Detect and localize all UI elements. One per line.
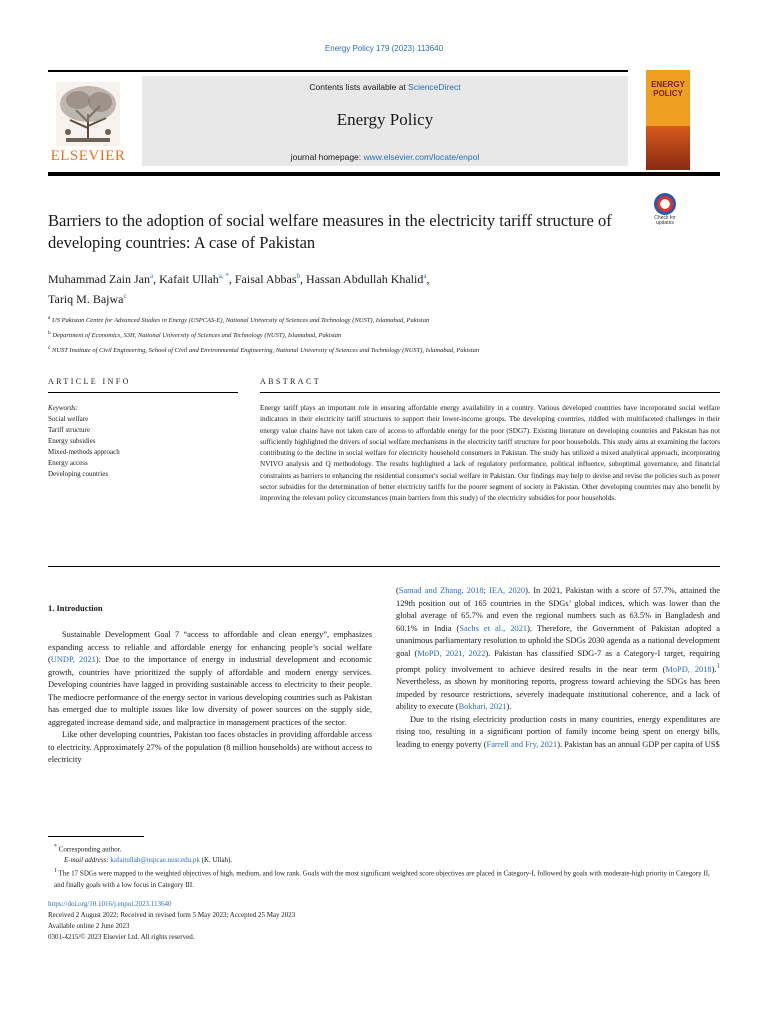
copyright: 0301-4215/© 2023 Elsevier Ltd. All rights reserved.	[48, 933, 195, 941]
abstract-heading: ABSTRACT	[260, 377, 321, 386]
keyword-item: Social welfare	[48, 415, 89, 423]
received-dates: Received 2 August 2022; Received in revised form 5 May 2023; Accepted 25 May 2023	[48, 911, 296, 919]
article-info-rule	[48, 392, 238, 393]
article-title: Barriers to the adoption of social welfare measures in the electricity tariff structure of developing countries: A case of Pakistan	[48, 211, 612, 252]
text-run: ).	[506, 702, 512, 712]
journal-info-box	[142, 76, 628, 166]
keyword-item: Tariff structure	[48, 426, 90, 434]
author-separator: ,	[228, 272, 235, 286]
text-run: Due to the rising electricity production costs in many countries, energy expenditures are rising too, resulting in a significant portion of family income being spent on energy bills, leading to energy poverty (	[396, 714, 720, 749]
paragraph	[48, 629, 372, 729]
affiliation-text: NUST Institute of Civil Engineering, School of Civil and Environmental Engineering, National University of Sciences and Technology (NUST), Islamabad, Pakistan	[52, 347, 480, 355]
footnote-text: The 17 SDGs were mapped to the weighted objectives of high, medium, and low rank. Goals with the most significant weighted score objectives are placed in Category-I, followed by goals with moderate-high priority in Category II, and finally goals with a low focus in Category III.	[54, 869, 710, 889]
check-for-updates-badge[interactable]	[650, 193, 680, 229]
text-run: ;	[483, 586, 490, 595]
keyword-item: Mixed-methods approach	[48, 448, 120, 456]
citation-link[interactable]: MoPD, 2021, 2022	[417, 648, 486, 658]
journal-cover-thumbnail[interactable]	[646, 70, 690, 170]
citation-link[interactable]: Bokhari, 2021	[458, 702, 507, 712]
citation-link[interactable]: UNDP, 2021	[50, 655, 96, 664]
email-label: E-mail address:	[64, 856, 111, 865]
author-separator: ,	[300, 272, 307, 286]
affiliation-item	[48, 327, 668, 342]
citation-link[interactable]: Farrell and Fry, 2021	[486, 739, 558, 749]
affiliation-item	[48, 312, 668, 327]
homepage-prefix: journal homepage:	[290, 152, 364, 162]
text-run: Nevertheless, as shown by monitoring reports, progress toward achieving the SDGs has been impeded by resource restrictions, severely inadequate institutional coherence, and a lack of ability to execute (	[396, 677, 720, 712]
article-info-heading: ARTICLE INFO	[48, 377, 131, 386]
cover-title: ENERGY POLICY	[651, 80, 685, 98]
text-run: Sustainable Development Goal 7 “access to affordable and clean energy”, emphasizes expanding access to reliable and affordable energy for enhancing people’s social welfare (	[48, 630, 372, 664]
author-affil-marker[interactable]: b	[296, 272, 301, 280]
section-title-introduction: 1. Introduction	[48, 603, 103, 613]
cover-graphic	[646, 126, 690, 170]
doi-link[interactable]: https://doi.org/10.1016/j.enpol.2023.113640	[48, 900, 172, 908]
citation-link[interactable]: Samad and Zhang, 2018	[398, 586, 484, 595]
affiliation-text: Department of Economics, S3H, National University of Sciences and Technology (NUST), Islamabad, Pakistan	[52, 332, 342, 340]
header-bottom-rule	[48, 172, 720, 176]
author-affil-marker[interactable]: c	[123, 292, 127, 300]
available-online: Available online 2 June 2023	[48, 922, 130, 930]
text-run: ).	[711, 664, 717, 674]
author-list	[48, 268, 648, 308]
text-run: ). Due to the importance of energy in industrial development and economic growth, countries have prioritized the supply of affordable and modern energy services. Developing countries have lagged in providing sustainable access to electricity to their people. The mediocre performance of the energy sector in various developing countries such as Pakistan has emerged due to multiple issues like low diversity of power sources on the supply side, aggregated increase demand side, and malpractice in management practices of the sector.	[48, 655, 372, 727]
author-affil-marker[interactable]: a, *	[218, 272, 229, 280]
keyword-item: Developing countries	[48, 470, 109, 478]
check-updates-label: Check for updates	[654, 215, 676, 226]
affiliation-marker: c	[48, 345, 51, 352]
keyword-item: Energy access	[48, 459, 88, 467]
author-name[interactable]: Faisal Abbas	[234, 272, 297, 286]
text-run: ). Pakistan has an annual GDP per capita of US$	[557, 739, 720, 749]
paragraph: (Samad and Zhang, 2018; IEA, 2020). In 2021, Pakistan with a score of 57.7%, attained the 129th position out of 165 countries in the SDGs’ global indices, which was lower than the global average of 65.7% and even the regional numbers such as 63.5% in Bangladesh and 60.1% in India (Sachs et al., 2021). Therefore, the Government of Pakistan adopted a unanimous parliamentary resolution to uphold the SDGs 2030 agenda as a national development goal (MoPD, 2021, 2022). Pakistan has classified SDG-7 as a Category-I target, requiring prompt policy involvement to achieve desired results in the near term (MoPD, 2018).$^1$ Nevertheless, as shown by monitoring reports, progress toward achieving the SDGs has been impeded by resource restrictions, severely inadequate institutional coherence, and a lack of ability to execute (Bokhari, 2021).	[396, 586, 721, 712]
contents-prefix: Contents lists available at	[309, 82, 409, 92]
text-run: ). Pakistan has classified SDG-7 as a Category-I target, requiring prompt policy involvement to achieve desired results in the near term (	[396, 648, 720, 674]
sciencedirect-link[interactable]: ScienceDirect	[408, 82, 461, 92]
paragraph: Like other developing countries, Pakistan too faces obstacles in providing affordable access to electricity. Approximately 27% of the population (8 million households) are without access to electricity	[48, 730, 372, 764]
keyword-item: Energy subsidies	[48, 437, 96, 445]
footnote-rule	[48, 836, 144, 837]
email-suffix: (K. Ullah).	[199, 856, 233, 865]
author-separator: ,	[426, 272, 430, 286]
corresponding-text: Corresponding author.	[58, 845, 122, 854]
affiliation-item	[48, 342, 668, 357]
author-affil-marker[interactable]: a	[423, 272, 427, 280]
footnotes	[48, 842, 720, 891]
abstract-bottom-rule	[48, 566, 720, 567]
email-link[interactable]: kafaitullah@uspcae.nust.edu.pk	[110, 856, 200, 865]
author-separator: ,	[153, 272, 160, 286]
footnote-ref[interactable]: 1	[716, 662, 720, 670]
affiliation-marker: b	[48, 330, 51, 337]
author-affil-marker[interactable]: a	[149, 272, 154, 280]
keywords-block	[48, 403, 238, 480]
check-updates-icon	[654, 193, 676, 215]
journal-reference[interactable]: Energy Policy 179 (2023) 113640	[324, 44, 444, 53]
email-line	[48, 855, 720, 866]
abstract-rule	[260, 392, 720, 393]
citation-link[interactable]: MoPD, 2018	[665, 664, 712, 674]
homepage-link[interactable]: www.elsevier.com/locate/enpol	[363, 152, 480, 162]
contents-line	[142, 82, 628, 92]
affiliation-text: US Pakistan Centre for Advanced Studies in Energy (USPCAS-E), National University of Sciences and Technology (NUST), Islamabad, Pakistan	[52, 317, 430, 325]
left-column	[48, 629, 372, 767]
author-name[interactable]: Kafait Ullah	[159, 272, 219, 286]
text-run: ). In 2021, Pakistan with a score of 57.7%, attained the 129th position out of 165 countries in the SDGs’ global indices, which was lower than the global average of 65.7% and even the regional numbers such as 63.5% in Bangladesh and 60.1% in India (	[396, 586, 721, 633]
citation-link[interactable]: Sachs et al., 2021	[459, 623, 528, 633]
affiliation-marker: a	[48, 315, 51, 321]
author-name[interactable]: Hassan Abdullah Khalid	[306, 272, 424, 286]
abstract-text: Energy tariff plays an important role in ensuring affordable energy availability in a country. Various developed countries have incorporated social welfare indicators in their electricity tariff structures to support their lower-income groups. The developing countries, riddled with multifaceted challenges in their energy value chains have not taken care of access to affordable energy for the poor (SDG7). Existing literature on developing countries and Pakistan has not sufficiently highlighted the drivers of social welfare mechanisms in the electricity tariff structure for poor households. This study aims at examining the factors contributing to the decline in social welfare for electricity household consumers in Pakistan. The study has utilized a mixed analytical approach, incorporating NVIVO analysis and Q methodology. The results highlighted a lack of regulatory performance, political influence, suboptimal governance, and financial constraints as barriers to enhancing the residential consumer's social welfare in Pakistan. Our findings may help to devise and revise the policies such as power sector subsidies for the determination of better electricity tariffs for the poorer segment of society in Pakistan. Other developing countries may also benefit by improving the relevant policy circumstances (main barriers from this study) of the electricity subsidies for poor households.	[260, 404, 720, 503]
author-name[interactable]: Tariq M. Bajwa	[48, 292, 124, 306]
affiliations	[48, 312, 668, 357]
homepage-line	[142, 152, 628, 162]
header-top-rule	[48, 70, 628, 72]
corresponding-note: * Corresponding author.	[54, 844, 122, 854]
article-metadata	[48, 899, 720, 943]
author-name[interactable]: Muhammad Zain Jan	[48, 272, 150, 286]
text-run: ). Therefore, the Government of Pakistan adopted a unanimous parliamentary resolution to uphold the SDGs 2030 agenda as a national development goal (	[396, 623, 720, 658]
citation-link[interactable]: IEA, 2020	[489, 586, 526, 595]
keywords-label: Keywords:	[48, 404, 79, 412]
paragraph	[396, 714, 720, 752]
publisher-name: ELSEVIER	[50, 148, 126, 164]
footnote-1: $^1$ The 17 SDGs were mapped to the weighted objectives of high, medium, and low rank. Goals with the most significant weighted score objectives are placed in Category-I, followed by goals with moderate-high priority in Category II, and finally goals with a low focus in Category III.	[54, 868, 710, 889]
journal-header	[48, 74, 690, 170]
right-column	[396, 585, 720, 751]
journal-title: Energy Policy	[336, 110, 434, 129]
